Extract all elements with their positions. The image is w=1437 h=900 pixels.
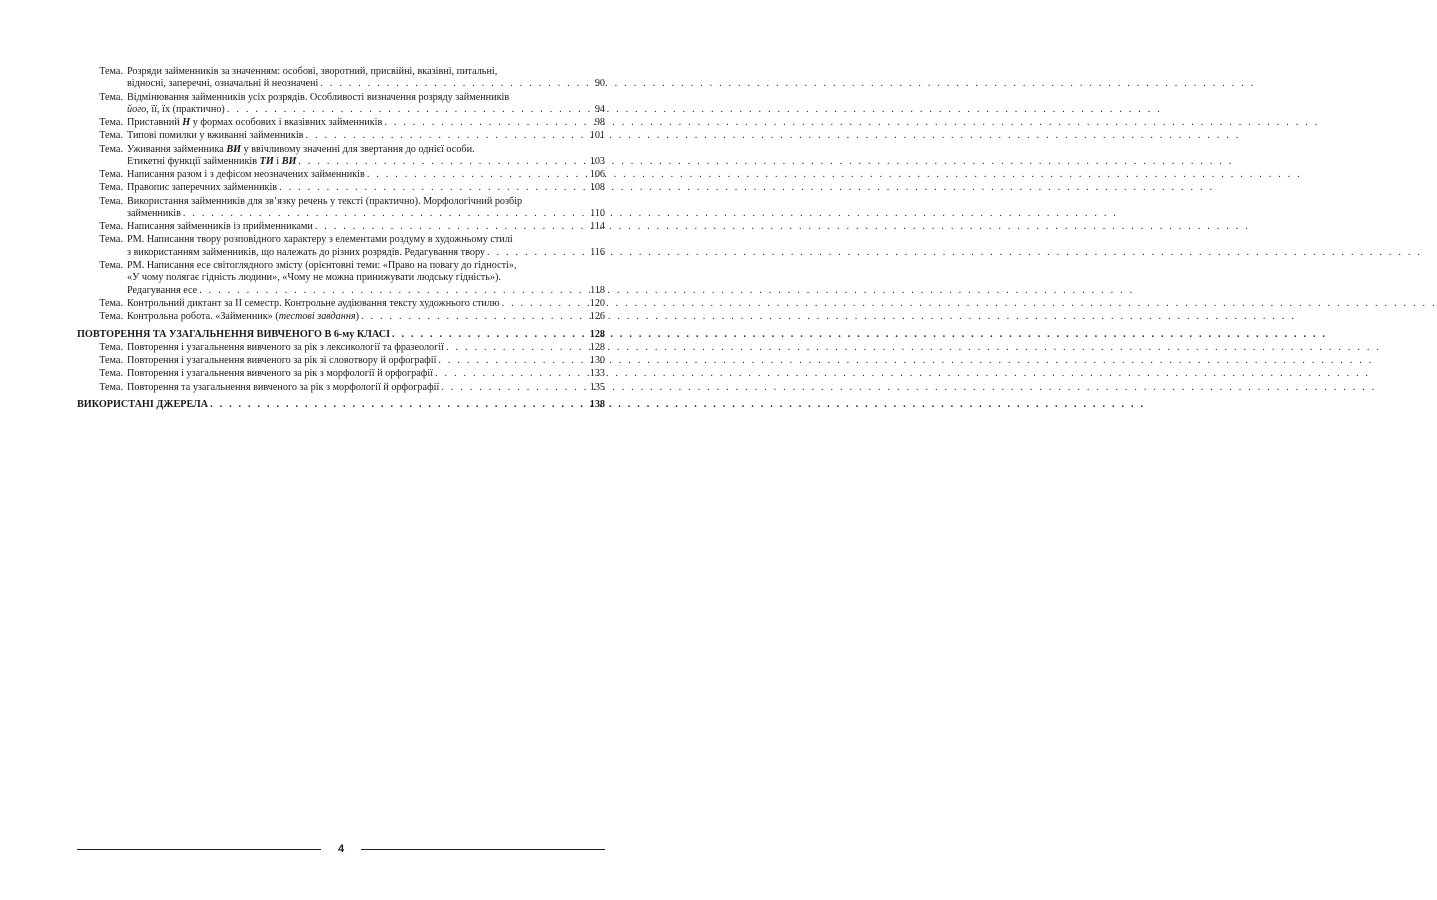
title-fragment: Контрольна робота. «Займенник» ( [127, 311, 279, 323]
footer-rule-left [77, 849, 321, 850]
title-fragment: Етикетні функції займенників [127, 156, 260, 168]
toc-entry-last-line [127, 104, 605, 116]
toc-entry-title-text: з використанням займенників, що належать до різних розрядів. Редагування твору [127, 246, 486, 258]
title-fragment: Приставний [127, 117, 183, 129]
title-fragment: ВИ [226, 143, 242, 155]
toc-entry-last-line [127, 247, 605, 259]
toc-entry-line: Використання займенників для зв’язку речень у тексті (практично). Морфологічний розбір [127, 195, 523, 207]
toc-entry-body [127, 92, 605, 117]
title-fragment: ВИ [281, 156, 297, 168]
leader-dots [441, 382, 587, 394]
page-number-ref: 128 [589, 328, 605, 340]
leader-dots [279, 182, 588, 194]
page-number-ref: 126 [589, 311, 605, 323]
tema-label: Тема. [99, 381, 123, 393]
toc-entry-last-line [127, 355, 605, 367]
toc-entry [77, 130, 605, 142]
page-number-ref: 116 [590, 246, 605, 258]
page-footer [77, 844, 605, 856]
leader-dots [446, 342, 588, 354]
leader-dots [361, 311, 588, 323]
toc-entry [77, 234, 605, 259]
toc-entry-title-text: Контрольний диктант за ІІ семестр. Контрольне аудіювання тексту художнього стилю [127, 298, 500, 310]
title-fragment: у формах особових і вказівних займенників [190, 117, 383, 129]
section-title: ВИКОРИСТАНІ ДЖЕРЕЛА [77, 398, 209, 410]
tema-label: Тема. [99, 368, 123, 380]
toc-entry [77, 298, 605, 310]
leader-dots [305, 130, 587, 142]
toc-entry-title-text: Написання разом і з дефісом неозначених займенників [127, 169, 365, 181]
toc-entry-line: Розряди займенників за значенням: особові, зворотний, присвійні, вказівні, питальні, [127, 66, 498, 77]
section-line [77, 329, 605, 341]
tema-label: Тема. [99, 143, 123, 155]
toc-entry [77, 117, 605, 129]
toc-entry-last-line [127, 368, 605, 380]
toc-entry [77, 182, 605, 194]
toc-entry-body [127, 130, 605, 142]
tema-label: Тема. [99, 66, 123, 77]
toc-entry-title-text [127, 117, 382, 129]
toc-entry-body [127, 382, 605, 394]
section-body [77, 399, 605, 411]
toc-entry-title-text: Написання займенників із прийменниками [127, 221, 313, 233]
page-number-ref: 118 [590, 284, 605, 296]
toc-entry-last-line [127, 342, 605, 354]
title-fragment: у ввічливому значенні для звертання до однієї особи. [241, 143, 475, 155]
page-number-ref: 101 [589, 130, 605, 142]
title-fragment: , її, їх (практично) [146, 104, 225, 116]
toc-entry-title-text: відносні, заперечні, означальні й неозначені [127, 78, 319, 90]
leader-dots [435, 368, 588, 380]
section-heading-sources [77, 399, 605, 411]
toc-entry-body [127, 66, 605, 91]
tema-label: Тема. [99, 341, 123, 353]
tema-label: Тема. [99, 234, 123, 246]
toc-entry-title-text: Редагування есе [127, 284, 198, 296]
toc-entry [77, 66, 605, 91]
toc-entry [77, 92, 605, 117]
toc-entry-title-text [127, 104, 225, 116]
toc-entry-body [127, 144, 605, 169]
toc-entry-line: РМ. Написання есе світоглядного змісту (орієнтовні теми: «Право на повагу до гідності», [127, 260, 517, 272]
page-number-ref: 130 [589, 355, 605, 367]
tema-label: Тема. [99, 355, 123, 367]
title-fragment: його [127, 104, 147, 116]
leader-dots [298, 156, 587, 168]
toc-entry-line [127, 144, 605, 156]
page-number-ref: 133 [589, 368, 605, 380]
page-number-ref: 94 [594, 104, 605, 116]
section-title: ПОВТОРЕННЯ ТА УЗАГАЛЬНЕННЯ ВИВЧЕНОГО В 6-му КЛАСІ [77, 328, 391, 340]
page-number-ref: 128 [589, 341, 605, 353]
tema-label: Тема. [99, 169, 123, 181]
toc-entry-body [127, 368, 605, 380]
tema-label: Тема. [99, 298, 123, 310]
leader-dots [183, 208, 588, 220]
toc-entry-title-text: Правопис заперечних займенників [127, 182, 278, 194]
toc-entry [77, 311, 605, 323]
title-fragment: Уживання займенника [127, 143, 227, 155]
page-number-ref: 98 [594, 117, 605, 129]
leader-dots [227, 104, 589, 116]
toc-entry-body [127, 117, 605, 129]
toc-entry-body [127, 221, 605, 233]
leader-dots [502, 298, 588, 310]
toc-entry [77, 368, 605, 380]
toc-entry-body [127, 311, 605, 323]
leader-dots [487, 247, 588, 259]
toc-entry-last-line [127, 311, 605, 323]
toc-entry-last-line [127, 208, 605, 220]
page-number: 4 [337, 843, 345, 855]
toc-entry-body [127, 342, 605, 354]
toc-entry [77, 260, 605, 297]
page-number-ref: 120 [589, 298, 605, 310]
tema-label: Тема. [99, 260, 123, 272]
toc-entry-title-text: Повторення і узагальнення вивченого за рік з морфології й орфографії [127, 368, 434, 380]
page-number-ref: 138 [589, 398, 605, 410]
toc-entry-body [127, 298, 605, 310]
toc-entry-body [127, 182, 605, 194]
toc-entry-line: РМ. Написання твору розповідного характеру з елементами роздуму в художньому стилі [127, 234, 513, 246]
footer-rule-right [361, 849, 605, 850]
toc-entry-last-line [127, 156, 605, 168]
title-fragment: ТИ [259, 156, 274, 168]
leader-dots [210, 399, 588, 411]
toc-entry-last-line [127, 182, 605, 194]
leader-dots [438, 355, 587, 367]
tema-label: Тема. [99, 221, 123, 233]
toc-entry-title-text: займенників [127, 208, 181, 220]
toc-entry-last-line [127, 78, 605, 90]
toc-entry [77, 169, 605, 181]
table-of-contents [77, 66, 605, 411]
page-number-ref: 108 [589, 182, 605, 194]
toc-entry-title-text [127, 311, 359, 323]
toc-entry-line: «У чому полягає гідність людини», «Чому не можна принижувати людську гідність»). [127, 272, 501, 284]
page-number-ref: 114 [590, 221, 605, 233]
tema-label: Тема. [99, 182, 123, 194]
tema-label: Тема. [99, 91, 123, 103]
leader-dots [320, 78, 589, 90]
title-fragment: і [273, 156, 282, 168]
toc-entry-body [127, 234, 605, 259]
toc-entry [77, 144, 605, 169]
toc-entry-line: Відмінювання займенників усіх розрядів. Особливості визначення розряду займенників [127, 91, 510, 103]
toc-entry-title-text: Повторення та узагальнення вивченого за рік з морфології й орфографії [127, 381, 440, 393]
toc-entry-body [127, 169, 605, 181]
leader-dots [392, 329, 588, 341]
tema-label: Тема. [99, 311, 123, 323]
section-line [77, 399, 605, 411]
leader-dots [315, 221, 588, 233]
page-number-ref: 103 [589, 156, 605, 168]
toc-entry-last-line [127, 382, 605, 394]
toc-entry [77, 196, 605, 221]
title-fragment: ) [355, 311, 360, 323]
toc-entry-body [127, 260, 605, 297]
page-number-ref: 90 [594, 78, 605, 90]
toc-entry-title-text: Повторення і узагальнення вивченого за рік з лексикології та фразеології [127, 341, 444, 353]
title-fragment: тестові завдання [278, 311, 356, 323]
page-number-ref: 106 [589, 169, 605, 181]
tema-label: Тема. [99, 117, 123, 129]
toc-entry-last-line [127, 298, 605, 310]
toc-entry-last-line [127, 169, 605, 181]
toc-entry-last-line [127, 130, 605, 142]
toc-entry-body [127, 196, 605, 221]
toc-entry-title-text [127, 156, 296, 168]
leader-dots [384, 117, 589, 129]
toc-entry-body [127, 355, 605, 367]
toc-entry-last-line [127, 117, 605, 129]
toc-entry [77, 342, 605, 354]
section-heading-review [77, 329, 605, 341]
toc-entry [77, 382, 605, 394]
leader-dots [367, 169, 588, 181]
leader-dots [199, 285, 588, 297]
title-fragment: Н [182, 117, 191, 129]
tema-label: Тема. [99, 195, 123, 207]
toc-entry-last-line [127, 285, 605, 297]
toc-entry-title-text: Типові помилки у вживанні займенників [127, 130, 304, 142]
toc-entry [77, 355, 605, 367]
toc-entry [77, 221, 605, 233]
toc-entry-title-text: Повторення і узагальнення вивченого за рік зі словотвору й орфографії [127, 355, 437, 367]
tema-label: Тема. [99, 130, 123, 142]
toc-entry-last-line [127, 221, 605, 233]
page-number-ref: 110 [590, 208, 605, 220]
section-body [77, 329, 605, 341]
page-number-ref: 135 [589, 381, 605, 393]
